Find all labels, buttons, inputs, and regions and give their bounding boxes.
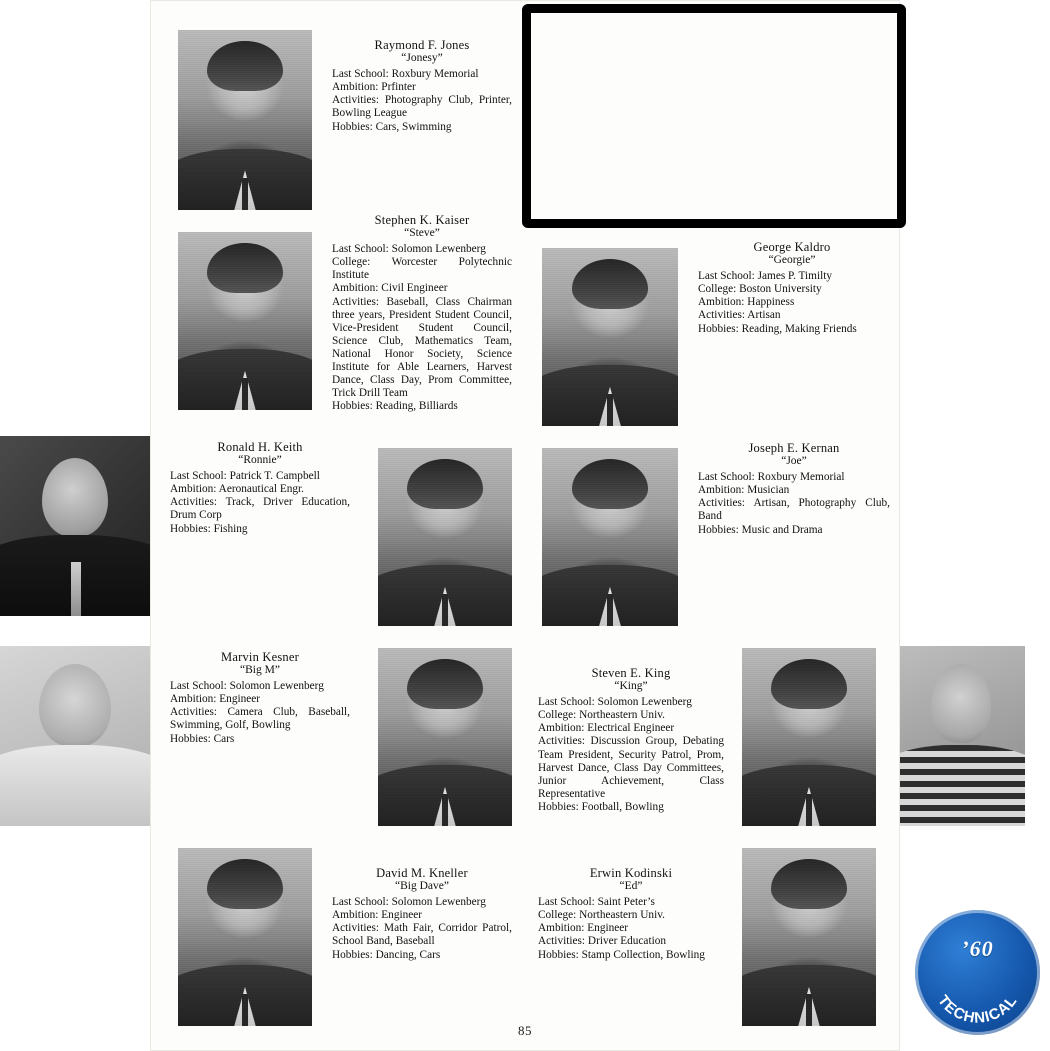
label-ambition: Ambition: [538,722,585,735]
label-hobbies: Hobbies: [332,120,373,133]
student-college [538,709,724,722]
student-nickname: “Big Dave” [395,880,449,893]
entry-george-kaldro [698,240,886,336]
entry-ronald-h-keith [170,440,350,536]
label-ambition: Ambition: [170,483,217,496]
student-name: George Kaldro [753,240,831,254]
label-college: College: [538,709,577,722]
entry-steven-e-king [538,666,724,814]
student-name: Erwin Kodinski [589,866,673,880]
student-hobbies [332,949,512,962]
student-ambition [698,296,886,309]
portrait-body [895,745,1025,826]
student-hobbies [698,524,890,537]
label-activities: Activities: [698,497,746,510]
label-activities: Activities: [538,935,586,948]
value-ambition: Aeronautical Engr. [218,483,304,496]
label-activities: Activities: [698,309,746,322]
value-ambition: Engineer [587,922,629,935]
value-college: Worcester Polytechnic Institute [332,256,513,282]
student-activities [698,497,890,523]
student-ambition [332,282,512,295]
value-last-school: Saint Peter’s [597,896,655,909]
student-college [332,256,512,282]
value-ambition: Civil Engineer [381,282,448,295]
value-hobbies: Stamp Collection, Bowling [581,948,705,961]
student-hobbies [698,323,886,336]
student-last-school [170,680,350,693]
label-hobbies: Hobbies: [698,322,739,335]
value-ambition: Happiness [747,296,795,309]
entry-raymond-f-jones [332,38,512,134]
student-name: Marvin Kesner [221,650,299,664]
portrait-head [42,458,108,537]
side-portrait-photo-bottom-left [0,646,150,826]
label-activities: Activities: [332,94,380,107]
class-seal-badge [915,910,1040,1035]
value-ambition: Prfinter [381,81,416,94]
value-activities: Driver Education [587,935,667,948]
entry-erwin-kodinski [538,866,724,962]
student-last-school [538,696,724,709]
value-last-school: Solomon Lewenberg [391,896,486,909]
label-activities: Activities: [170,706,218,719]
student-hobbies [170,523,350,536]
value-hobbies: Cars, Swimming [375,120,452,133]
value-last-school: Roxbury Memorial [757,471,845,484]
student-last-school [170,470,350,483]
label-last-school: Last School: [538,696,595,709]
student-name: Ronald H. Keith [217,440,303,454]
student-ambition [332,81,512,94]
student-photo-ronald-h-keith [378,448,512,626]
value-activities: Artisan [747,309,781,322]
student-hobbies [538,949,724,962]
value-ambition: Engineer [219,693,261,706]
value-ambition: Electrical Engineer [587,722,675,735]
side-portrait-photo-top [0,436,150,616]
student-nickname: “Joe” [781,455,807,468]
value-ambition: Musician [747,484,790,497]
value-hobbies: Dancing, Cars [375,948,441,961]
label-activities: Activities: [332,295,380,308]
value-last-school: Solomon Lewenberg [597,696,692,709]
student-ambition [170,693,350,706]
entry-marvin-kesner [170,650,350,746]
student-activities [332,296,512,401]
student-hobbies [332,121,512,134]
label-ambition: Ambition: [332,81,379,94]
student-name: David M. Kneller [376,866,468,880]
label-hobbies: Hobbies: [538,948,579,961]
student-last-school [332,243,512,256]
student-photo-david-m-kneller [178,848,312,1026]
student-nickname: “Steve” [404,227,440,240]
student-name: Raymond F. Jones [374,38,470,52]
label-hobbies: Hobbies: [170,732,211,745]
value-college: Boston University [739,283,822,296]
student-activities [538,935,724,948]
label-last-school: Last School: [698,471,755,484]
label-last-school: Last School: [332,896,389,909]
label-ambition: Ambition: [698,484,745,497]
student-college [538,909,724,922]
student-activities [332,922,512,948]
value-college: Northeastern Univ. [579,909,665,922]
label-college: College: [538,909,577,922]
label-ambition: Ambition: [698,296,745,309]
value-activities: Math Fair, Corridor Patrol, School Band, Baseball [332,922,512,948]
student-nickname: “Ronnie” [238,454,282,467]
portrait-body [0,745,150,826]
svg-text:TECHNICAL: TECHNICAL [934,992,1021,1027]
value-last-school: James P. Timilty [757,270,833,283]
label-hobbies: Hobbies: [170,522,211,535]
student-photo-marvin-kesner [378,648,512,826]
value-activities: Photography Club, Printer, Bowling League [332,94,512,120]
seal-text-arc [915,910,1040,1035]
label-hobbies: Hobbies: [698,523,739,536]
student-photo-george-kaldro [542,248,678,426]
label-hobbies: Hobbies: [332,948,373,961]
student-nickname: “Ed” [619,880,643,893]
label-hobbies: Hobbies: [538,800,579,813]
value-hobbies: Fishing [213,522,248,535]
label-last-school: Last School: [170,680,227,693]
label-ambition: Ambition: [332,282,379,295]
value-last-school: Roxbury Memorial [391,68,479,81]
label-last-school: Last School: [698,270,755,283]
student-ambition [538,922,724,935]
label-last-school: Last School: [170,470,227,483]
seal-year: ’60 [961,936,994,961]
value-last-school: Patrick T. Campbell [229,470,320,483]
student-name: Steven E. King [591,666,671,680]
student-hobbies [332,400,512,413]
label-activities: Activities: [170,496,218,509]
value-activities: Discussion Group, Debating Team President, Security Patrol, Prom, Harvest Dance, Class Day Committees, Junior Achievement, Class Representative [538,735,724,800]
student-activities [698,309,886,322]
student-college [698,283,886,296]
student-activities [538,735,724,800]
value-activities: Track, Driver Education, Drum Corp [170,496,350,522]
value-hobbies: Football, Bowling [581,800,664,813]
side-portrait-photo-bottom-right [895,646,1025,826]
student-photo-erwin-kodinski [742,848,876,1026]
student-ambition [170,483,350,496]
student-last-school [698,471,890,484]
label-activities: Activities: [538,735,586,748]
portrait-head [39,664,111,747]
label-college: College: [698,283,737,296]
student-ambition [332,909,512,922]
value-college: Northeastern Univ. [579,709,665,722]
student-photo-stephen-k-kaiser [178,232,312,410]
label-ambition: Ambition: [170,693,217,706]
student-nickname: “Jonesy” [401,52,443,65]
student-ambition [698,484,890,497]
page-number: 85 [518,1023,532,1038]
student-photo-raymond-f-jones [178,30,312,210]
student-nickname: “King” [614,680,648,693]
student-hobbies [170,733,350,746]
student-nickname: “Georgie” [768,254,816,267]
student-last-school [332,896,512,909]
value-hobbies: Reading, Making Friends [741,322,857,335]
value-hobbies: Reading, Billiards [375,400,458,413]
student-activities [170,706,350,732]
label-college: College: [332,256,371,269]
label-last-school: Last School: [332,68,389,81]
student-photo-joseph-e-kernan [542,448,678,626]
value-hobbies: Cars [213,732,235,745]
student-hobbies [538,801,724,814]
student-nickname: “Big M” [240,664,280,677]
portrait-tie [71,562,82,616]
student-last-school [698,270,886,283]
student-last-school [332,68,512,81]
value-last-school: Solomon Lewenberg [229,680,324,693]
label-ambition: Ambition: [332,909,379,922]
student-photo-steven-e-king [742,648,876,826]
entry-david-m-kneller [332,866,512,962]
student-ambition [538,722,724,735]
label-hobbies: Hobbies: [332,400,373,413]
portrait-head [931,664,991,743]
label-ambition: Ambition: [538,922,585,935]
student-name: Stephen K. Kaiser [374,213,470,227]
value-activities: Artisan, Photography Club, Band [698,497,890,523]
label-activities: Activities: [332,922,380,935]
entry-joseph-e-kernan [698,441,890,537]
student-activities [170,496,350,522]
entry-stephen-k-kaiser [332,213,512,413]
student-name: Joseph E. Kernan [748,441,840,455]
value-last-school: Solomon Lewenberg [391,243,486,256]
highlight-box-karl-e-jorgensen [522,4,906,228]
value-activities: Baseball, Class Chairman three years, President Student Council, Vice-President Student Council, Science Club, Mathematics Team, National Honor Society, Science Institute for Able Learners, Harvest Dance, Class Day, Prom Committee, Trick Drill Team [332,295,512,400]
label-last-school: Last School: [538,896,595,909]
student-activities [332,94,512,120]
value-ambition: Engineer [381,909,423,922]
value-hobbies: Music and Drama [741,523,823,536]
value-activities: Camera Club, Baseball, Swimming, Golf, Bowling [170,706,351,732]
label-last-school: Last School: [332,243,389,256]
student-last-school [538,896,724,909]
